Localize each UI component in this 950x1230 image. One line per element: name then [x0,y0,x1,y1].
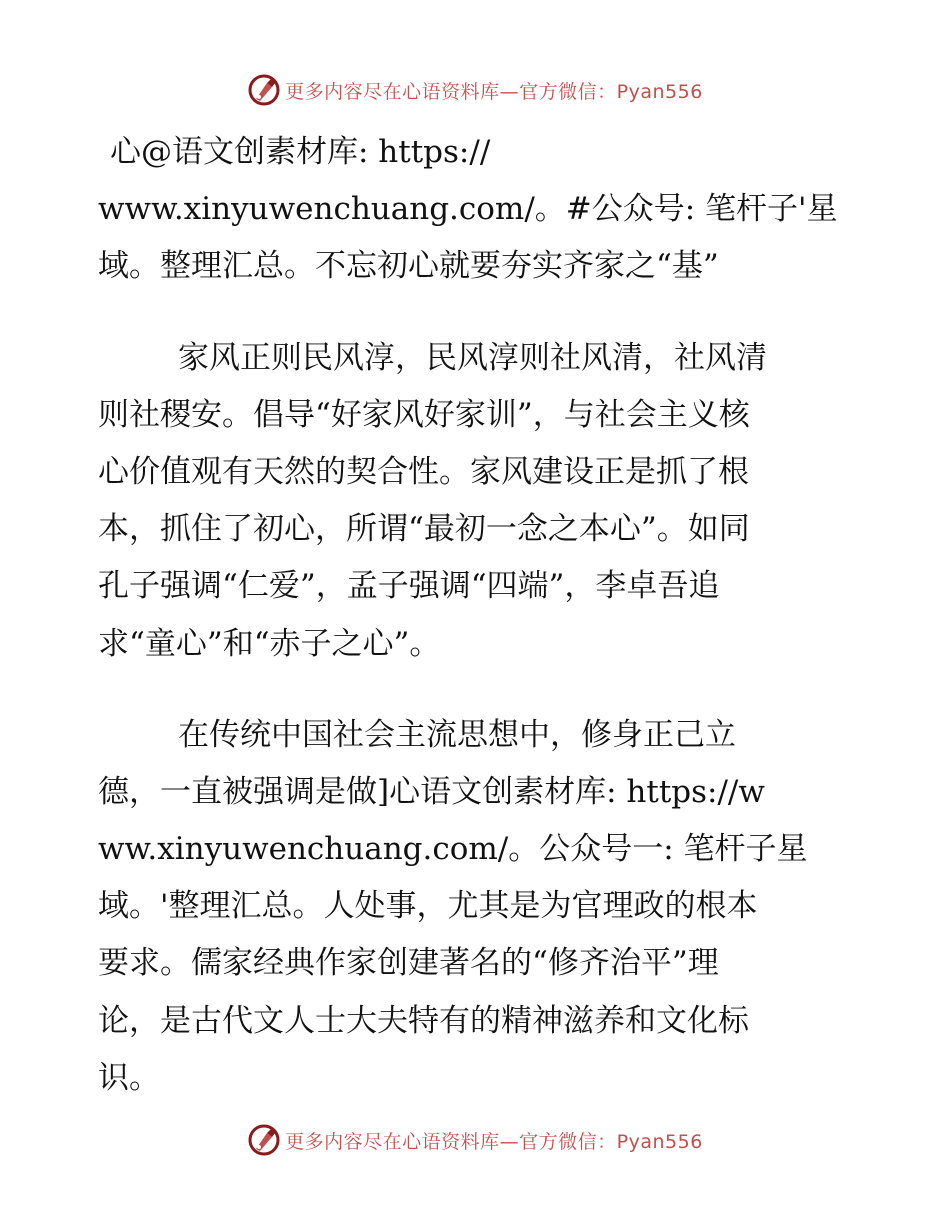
text-line: 要求。儒家经典作家创建著名的“修齐治平”理 [98,945,719,982]
text-line: 则社稷安。倡导“好家风好家训”，与社会主义核 [98,396,750,433]
text-line: 心@语文创素材库: https:// [110,134,491,170]
text-line: 家风正则民风淳，民风淳则社风清，社风清 [178,339,767,376]
footer-banner-text: 更多内容尽在心语资料库—官方微信：Pyan556 [285,1130,703,1153]
text-line: 德，一直被强调是做]心语文创素材库: https://w [98,773,765,810]
pen-circle-logo-icon [247,1123,281,1157]
header-banner-text: 更多内容尽在心语资料库—官方微信：Pyan556 [285,80,703,103]
text-line: 孔子强调“仁爱”，孟子强调“四端”，李卓吾追 [98,568,720,605]
text-line: 心价值观有天然的契合性。家风建设正是抓了根 [98,453,749,490]
document-body [98,124,858,1107]
text-line: 本，抓住了初心，所谓“最初一念之本心”。如同 [98,511,750,548]
text-line: 论，是古代文人士大夫特有的精神滋养和文化标 [98,1002,749,1039]
text-line: 域。整理汇总。不忘初心就要夯实齐家之“基” [98,248,719,285]
footer-banner [0,1122,950,1158]
paragraph-2 [98,330,858,673]
text-line: 求“童心”和“赤子之心”。 [98,625,441,662]
text-line: 域。'整理汇总。人处事，尤其是为官理政的根本 [98,888,758,925]
text-line: 识。 [98,1059,160,1096]
text-line: ww.xinyuwenchuang.com/。公众号一: 笔杆子星 [98,831,808,868]
text-line: 在传统中国社会主流思想中，修身正己立 [178,716,736,753]
paragraph-1 [98,124,858,296]
pen-circle-logo-icon [247,73,281,107]
header-banner [0,72,950,108]
text-line: www.xinyuwenchuang.com/。#公众号: 笔杆子'星 [98,191,838,228]
paragraph-3 [98,707,858,1107]
